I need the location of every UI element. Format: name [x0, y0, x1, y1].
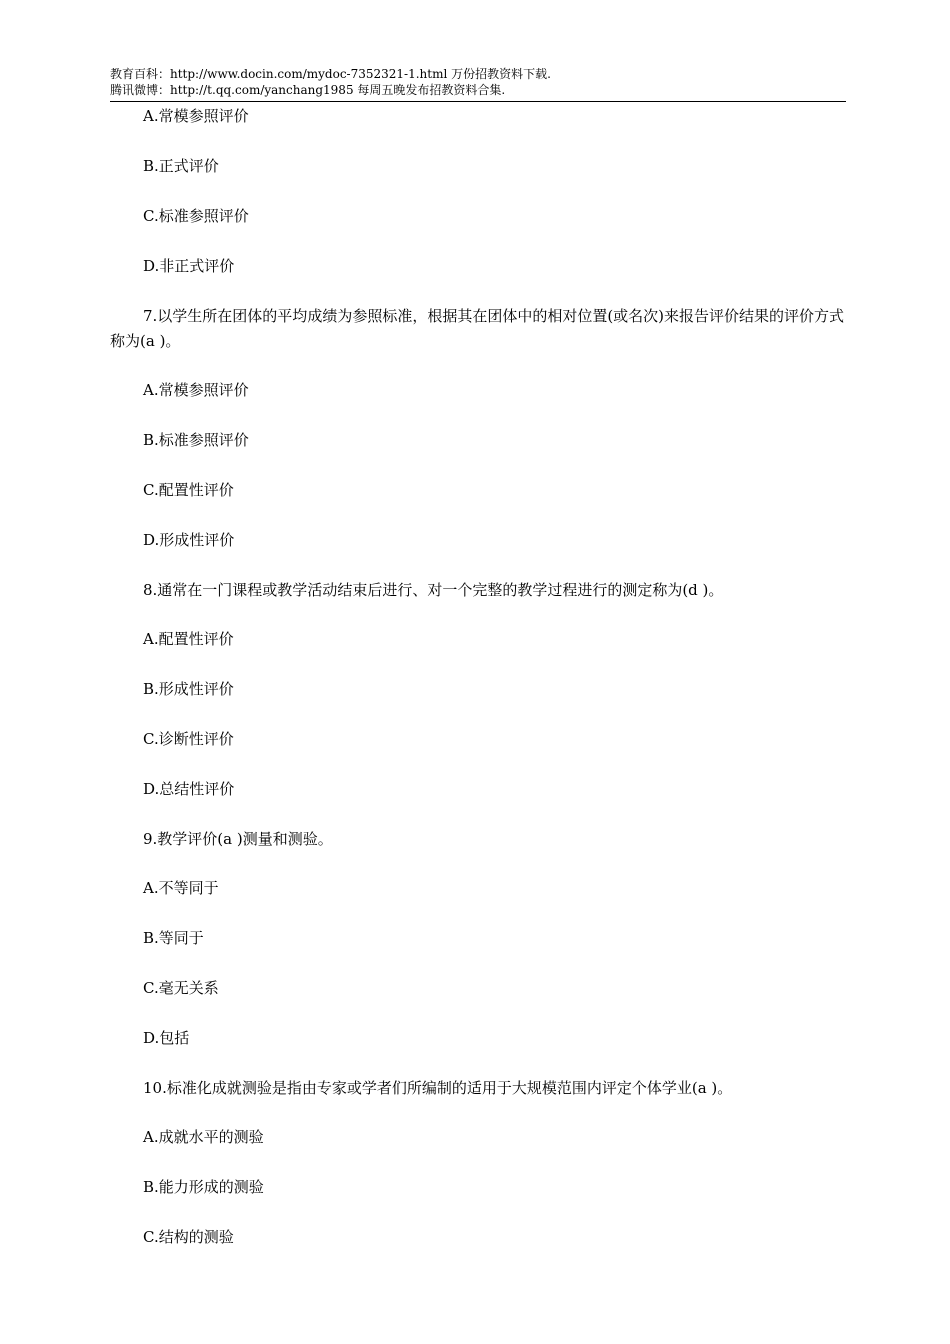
q9-option-c: C.毫无关系 [143, 979, 219, 997]
q6-option-a: A.常模参照评价 [143, 107, 249, 125]
q8-option-c: C.诊断性评价 [143, 730, 234, 748]
q9-option-a: A.不等同于 [143, 879, 219, 897]
q9-option-b: B.等同于 [143, 929, 204, 947]
q6-option-c: C.标准参照评价 [143, 207, 249, 225]
q8-option-d: D.总结性评价 [143, 780, 235, 798]
header-line-docin: 教育百科：http://www.docin.com/mydoc-7352321-1.html 万份招教资料下载. [110, 67, 551, 81]
q10-stem: 10.标准化成就测验是指由专家或学者们所编制的适用于大规模范围内评定个体学业(a )。 [143, 1079, 733, 1097]
q10-option-c: C.结构的测验 [143, 1228, 234, 1246]
q6-option-d: D.非正式评价 [143, 257, 235, 275]
q8-option-b: B.形成性评价 [143, 680, 234, 698]
q7-option-a: A.常模参照评价 [143, 381, 249, 399]
q9-option-d: D.包括 [143, 1029, 190, 1047]
q6-option-b: B.正式评价 [143, 157, 219, 175]
q7-option-d: D.形成性评价 [143, 531, 235, 549]
page-header [110, 66, 846, 102]
q7-option-c: C.配置性评价 [143, 481, 234, 499]
header-line-weibo: 腾讯微博：http://t.qq.com/yanchang1985 每周五晚发布招教资料合集. [110, 83, 506, 97]
q10-option-b: B.能力形成的测验 [143, 1178, 264, 1196]
q8-option-a: A.配置性评价 [143, 630, 234, 648]
q10-option-a: A.成就水平的测验 [143, 1128, 264, 1146]
q9-stem: 9.教学评价(a )测量和测验。 [143, 830, 333, 848]
q8-stem: 8.通常在一门课程或教学活动结束后进行、对一个完整的教学过程进行的测定称为(d )。 [143, 581, 724, 599]
q7-stem: 7.以学生所在团体的平均成绩为参照标准，根据其在团体中的相对位置(或名次)来报告评价结果的评价方式称为(a )。 [110, 307, 845, 350]
q7-option-b: B.标准参照评价 [143, 431, 249, 449]
